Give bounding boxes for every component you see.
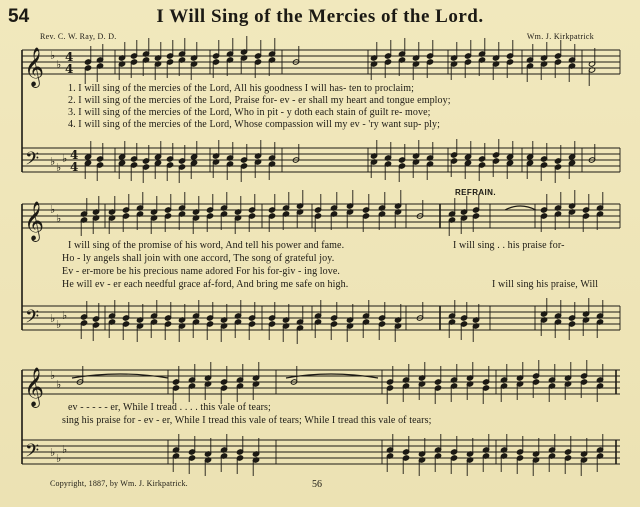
bass-clef-icon: 𝄢 [25, 441, 40, 466]
hymn-number: 54 [8, 6, 30, 27]
system2-lyric-4: He will ev - er each needful grace af-ford, And bring me safe on high. [62, 279, 349, 290]
svg-text:4: 4 [70, 148, 79, 162]
svg-text:4: 4 [65, 50, 74, 64]
svg-text:♭: ♭ [56, 58, 62, 71]
slurs [72, 206, 536, 378]
svg-text:♭: ♭ [56, 161, 62, 174]
system2-lyric-3: Ev - er-more be his precious name adored For his for-giv - ing love. [62, 266, 340, 277]
svg-text:♭: ♭ [50, 203, 56, 216]
svg-text:♭: ♭ [50, 369, 56, 382]
bass-clef-icon: 𝄢 [25, 307, 40, 332]
svg-text:♭: ♭ [56, 212, 62, 225]
treble-clef-icon: 𝄞 [24, 47, 45, 87]
page-number: 56 [312, 479, 322, 490]
verse-1: 1. I will sing of the mercies of the Lord, All his goodness I will has- ten to proclaim; [68, 83, 414, 94]
treble-clef-icon: 𝄞 [24, 367, 45, 407]
svg-text:♭: ♭ [50, 155, 56, 168]
svg-text:♭: ♭ [56, 452, 62, 465]
hymn-title: I Will Sing of the Mercies of the Lord. [156, 6, 484, 27]
copyright-notice: Copyright, 1887, by Wm. J. Kirkpatrick. [50, 479, 188, 488]
staff-s3-bass [22, 440, 620, 464]
svg-text:4: 4 [70, 160, 79, 174]
system3-lyric-1: ev - - - - - er, While I tread . . . . this vale of tears; [68, 402, 271, 413]
refrain-treble-lyric: I will sing . . his praise for- [453, 240, 565, 251]
svg-text:♭: ♭ [50, 312, 56, 325]
verse-3: 3. I will sing of the mercies of the Lord, Who in pit - y doth each stain of guilt re- move; [68, 107, 431, 118]
composer-credit: Wm. J. Kirkpatrick [526, 32, 594, 41]
bass-clef-icon: 𝄢 [25, 149, 40, 174]
verse-2: 2. I will sing of the mercies of the Lord, Praise for- ev - er shall my heart and tongue employ; [68, 95, 451, 106]
svg-text:♭: ♭ [62, 309, 68, 322]
svg-text:♭: ♭ [56, 318, 62, 331]
system2-lyric-1: I will sing of the promise of his word, And tell his power and fame. [68, 240, 345, 251]
treble-clef-icon: 𝄞 [24, 201, 45, 241]
svg-text:♭: ♭ [56, 378, 62, 391]
svg-text:♭: ♭ [62, 152, 68, 165]
lyricist-credit: Rev. C. W. Ray, D. D. [40, 32, 117, 41]
svg-text:4: 4 [65, 62, 74, 76]
refrain-label: REFRAIN. [455, 188, 496, 197]
refrain-bass-lyric: I will sing his praise, Will [492, 279, 599, 290]
system3-lyric-2: sing his praise for - ev - er, While I tread this vale of tears; While I tread this vale of tears; [62, 415, 432, 426]
staff-s1-bass [22, 148, 620, 172]
svg-text:♭: ♭ [62, 443, 68, 456]
verse-4: 4. I will sing of the mercies of the Lord, Whose compassion will my ev - 'ry want sup- ply; [68, 119, 441, 130]
system2-lyric-2: Ho - ly angels shall join with one accord, The song of grateful joy. [62, 253, 335, 264]
svg-text:♭: ♭ [50, 446, 56, 459]
svg-text:♭: ♭ [50, 49, 56, 62]
